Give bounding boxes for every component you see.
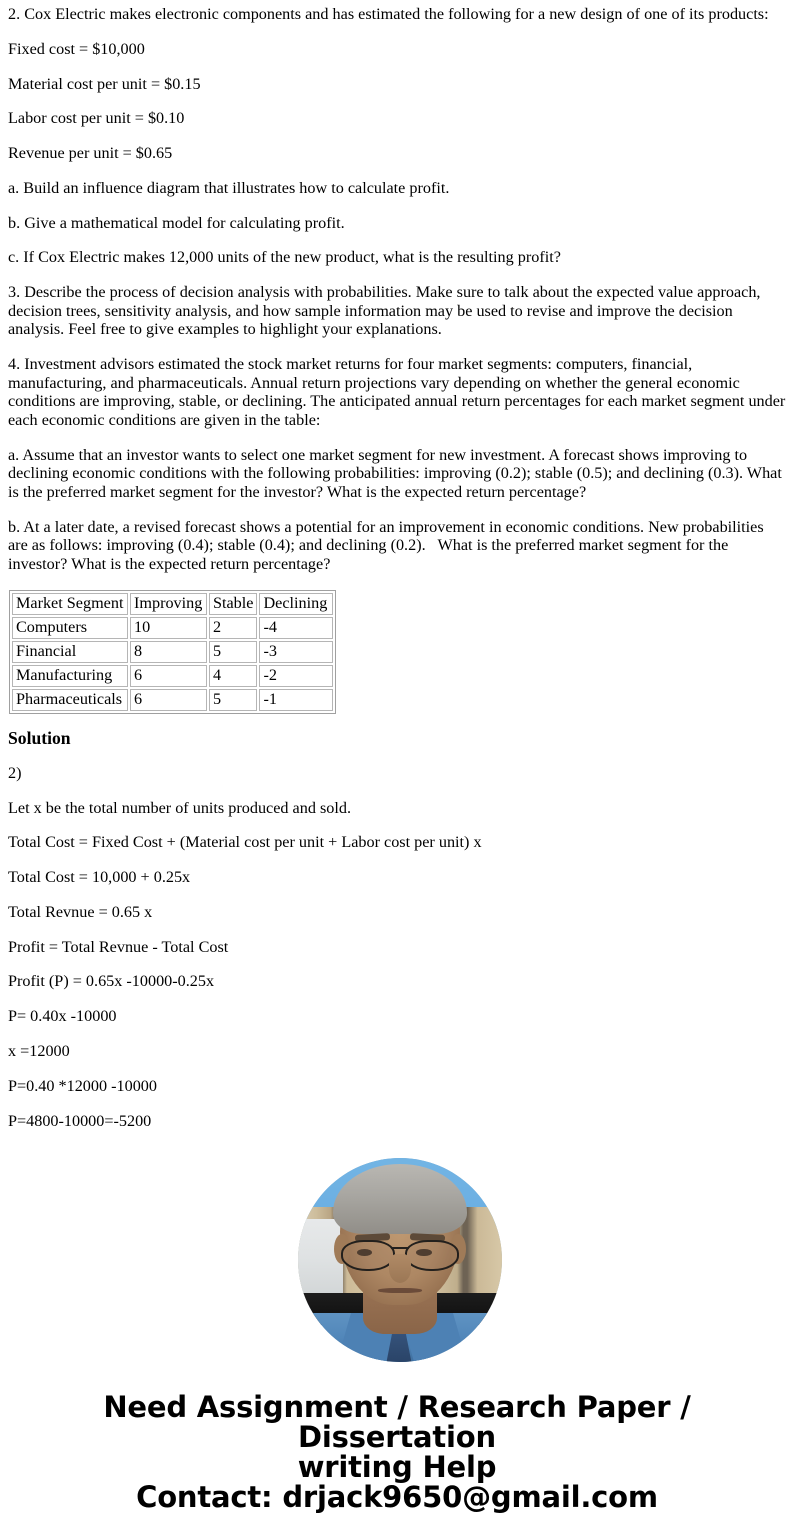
solution-line-x-value: x =12000 bbox=[8, 1041, 70, 1060]
photo-lens-right bbox=[405, 1240, 459, 1272]
solution-line-profit-expanded: Profit (P) = 0.65x -10000-0.25x bbox=[8, 972, 215, 991]
fixed-cost-line: Fixed cost = $10,000 bbox=[8, 39, 145, 58]
material-cost-line: Material cost per unit = $0.15 bbox=[8, 74, 201, 93]
photo-mouth bbox=[378, 1288, 423, 1293]
cell-declining: -3 bbox=[259, 641, 333, 663]
cell-declining: -4 bbox=[259, 617, 333, 639]
photo-lens-left bbox=[341, 1240, 395, 1272]
market-returns-table bbox=[9, 590, 336, 714]
promo-banner bbox=[8, 1390, 786, 1515]
cell-segment: Pharmaceuticals bbox=[12, 689, 128, 711]
cell-segment: Manufacturing bbox=[12, 665, 128, 687]
cell-stable: 5 bbox=[209, 689, 257, 711]
cell-declining: -1 bbox=[259, 689, 333, 711]
cell-improving: 8 bbox=[130, 641, 207, 663]
column-header-market-segment: Market Segment bbox=[12, 593, 128, 615]
cell-segment: Computers bbox=[12, 617, 128, 639]
question-4b: b. At a later date, a revised forecast shows a potential for an improvement in economic conditions. New probabilities are as follows: improving (0.4); stable (0.4); and declining (0.2). What is the preferred market segment for the investor? What is the expected return percentage? bbox=[8, 517, 768, 573]
promo-line-1: Need Assignment / Research Paper / Dissertation bbox=[103, 1390, 691, 1455]
solution-line-profit-simplified: P= 0.40x -10000 bbox=[8, 1007, 117, 1026]
solution-line-total-revenue: Total Revnue = 0.65 x bbox=[8, 902, 153, 921]
question-4a: a. Assume that an investor wants to select one market segment for new investment. A forecast shows improving to declining economic conditions with the following probabilities: improving (0.2); stable (0.5); and declining (0.3). What is the preferred market segment for the investor? What is the expected return percentage? bbox=[8, 445, 786, 501]
photo-nose bbox=[389, 1254, 411, 1283]
document-page bbox=[0, 5, 794, 1528]
cell-stable: 2 bbox=[209, 617, 257, 639]
cell-improving: 10 bbox=[130, 617, 207, 639]
photo-glasses-bridge bbox=[391, 1247, 410, 1250]
solution-line-label: 2) bbox=[8, 763, 22, 782]
promo-line-3: Contact: drjack9650@gmail.com bbox=[136, 1480, 658, 1515]
question-2c: c. If Cox Electric makes 12,000 units of the new product, what is the resulting profit? bbox=[8, 248, 561, 267]
cell-improving: 6 bbox=[130, 689, 207, 711]
question-2b: b. Give a mathematical model for calculating profit. bbox=[8, 213, 345, 232]
cell-declining: -2 bbox=[259, 665, 333, 687]
table-row bbox=[12, 665, 333, 687]
cell-stable: 4 bbox=[209, 665, 257, 687]
table-row bbox=[12, 689, 333, 711]
question-2-intro: 2. Cox Electric makes electronic components and has estimated the following for a new design of one of its products: bbox=[8, 5, 769, 23]
avatar-container bbox=[8, 1152, 786, 1384]
table-row bbox=[12, 617, 333, 639]
column-header-improving: Improving bbox=[130, 593, 207, 615]
cell-segment: Financial bbox=[12, 641, 128, 663]
promo-line-2: writing Help bbox=[297, 1450, 497, 1485]
question-3: 3. Describe the process of decision analysis with probabilities. Make sure to talk about the expected value approach, decision trees, sensitivity analysis, and how sample information may be used to revise and improve the decision analysis. Feel free to give examples to highlight your explanations. bbox=[8, 283, 765, 339]
solution-heading: Solution bbox=[8, 727, 71, 748]
column-header-declining: Declining bbox=[259, 593, 333, 615]
question-2a: a. Build an influence diagram that illustrates how to calculate profit. bbox=[8, 178, 450, 197]
labor-cost-line: Labor cost per unit = $0.10 bbox=[8, 109, 185, 128]
cell-improving: 6 bbox=[130, 665, 207, 687]
solution-line-substitution: P=0.40 *12000 -10000 bbox=[8, 1076, 157, 1095]
solution-line-total-cost-formula: Total Cost = Fixed Cost + (Material cost per unit + Labor cost per unit) x bbox=[8, 833, 482, 852]
solution-line-total-cost-value: Total Cost = 10,000 + 0.25x bbox=[8, 868, 191, 887]
solution-line-result: P=4800-10000=-5200 bbox=[8, 1111, 152, 1130]
table-header-row bbox=[12, 593, 333, 615]
solution-line-define-x: Let x be the total number of units produced and sold. bbox=[8, 798, 352, 817]
column-header-stable: Stable bbox=[209, 593, 257, 615]
revenue-line: Revenue per unit = $0.65 bbox=[8, 144, 173, 163]
solution-line-profit-formula: Profit = Total Revnue - Total Cost bbox=[8, 937, 229, 956]
avatar bbox=[298, 1158, 502, 1362]
question-4: 4. Investment advisors estimated the stock market returns for four market segments: computers, financial, manufacturing, and pharmaceuticals. Annual return projections vary depending on whether the general economic conditions are improving, stable, or declining. The anticipated annual return percentages for each market segment under each economic conditions are given in the table: bbox=[8, 355, 790, 429]
table-row bbox=[12, 641, 333, 663]
cell-stable: 5 bbox=[209, 641, 257, 663]
